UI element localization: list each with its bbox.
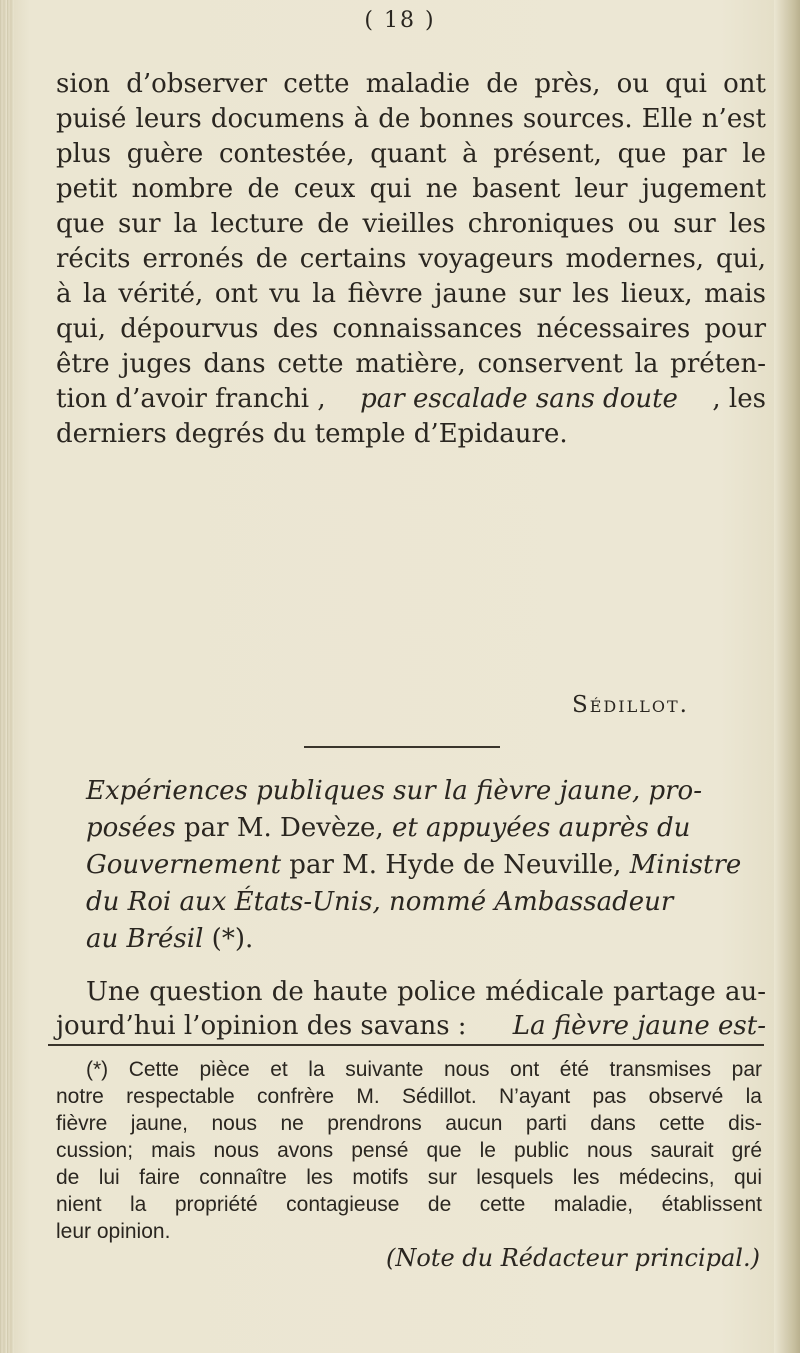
title-italic-segment: et appuyées auprès du	[391, 813, 691, 843]
article-title-line: Expériences publiques sur la fièvre jaune, pro-	[86, 776, 702, 806]
body-text-line: petit nombre de ceux qui ne basent leur jugement	[56, 174, 766, 204]
body-text-line: récits erronés de certains voyageurs modernes, qui,	[56, 244, 766, 274]
italic-phrase: La fièvre jaune est-	[512, 1011, 766, 1041]
page-binding-edge	[0, 0, 14, 1353]
body-text-line: que sur la lecture de vieilles chroniques ou sur les	[56, 209, 766, 239]
article-title-line: du Roi aux États-Unis, nommé Ambassadeur	[86, 887, 674, 917]
body-text-line: sion d’observer cette maladie de près, ou qui ont	[56, 69, 766, 99]
footnote-attribution: (Note du Rédacteur principal.)	[386, 1244, 760, 1272]
footnote-marker: (*).	[203, 924, 254, 954]
footnote-line: nient la propriété contagieuse de cette maladie, établissent	[56, 1193, 762, 1216]
article-title-line	[86, 922, 253, 956]
footnote-line: (*) Cette pièce et la suivante nous ont été transmises par	[86, 1058, 762, 1081]
body-text-segment: jourd’hui l’opinion des savans :	[56, 1011, 467, 1041]
article-title-line	[86, 848, 741, 882]
body-text-line: plus guère contestée, quant à présent, que par le	[56, 139, 766, 169]
section-divider	[304, 746, 500, 748]
body-text-line: qui, dépourvus des connaissances nécessaires pour	[56, 314, 766, 344]
body-text-line	[56, 1010, 766, 1042]
title-italic-segment: au Brésil	[86, 924, 204, 954]
footnote-line: notre respectable confrère M. Sédillot. N’ayant pas observé la	[56, 1085, 762, 1108]
title-italic-segment: Ministre	[629, 850, 742, 880]
author-signature: Sédillot.	[572, 692, 689, 718]
body-text-line: puisé leurs documens à de bonnes sources. Elle n’est	[56, 104, 766, 134]
body-text-line: à la vérité, ont vu la fièvre jaune sur les lieux, mais	[56, 279, 766, 309]
footnote-line: de lui faire connaître les motifs sur lesquels les médecins, qui	[56, 1166, 762, 1189]
title-roman-segment: par M. Devèze,	[175, 813, 392, 843]
body-text-line: Une question de haute police médicale partage au-	[86, 977, 766, 1007]
title-roman-segment: par M. Hyde de Neuville,	[281, 850, 630, 880]
article-title-line	[86, 811, 690, 845]
title-italic-segment: Gouvernement	[86, 850, 282, 880]
body-text-line	[56, 383, 766, 415]
page-number: ( 18 )	[364, 8, 436, 33]
page-fore-edge	[774, 0, 800, 1353]
footnote-line: fièvre jaune, nous ne prendrons aucun parti dans cette dis-	[56, 1112, 762, 1135]
footnote-line: cussion; mais nous avons pensé que le public nous saurait gré	[56, 1139, 762, 1162]
body-text-line: derniers degrés du temple d’Epidaure.	[56, 419, 568, 449]
body-text-segment: tion d’avoir franchi ,	[56, 384, 326, 414]
italic-phrase: par escalade sans doute	[360, 384, 678, 414]
body-text-line: être juges dans cette matière, conservent la préten-	[56, 349, 766, 379]
footnote-divider	[48, 1044, 764, 1046]
title-italic-segment: posées	[86, 813, 176, 843]
footnote-line: leur opinion.	[56, 1220, 171, 1243]
body-text-segment: , les	[712, 384, 766, 414]
